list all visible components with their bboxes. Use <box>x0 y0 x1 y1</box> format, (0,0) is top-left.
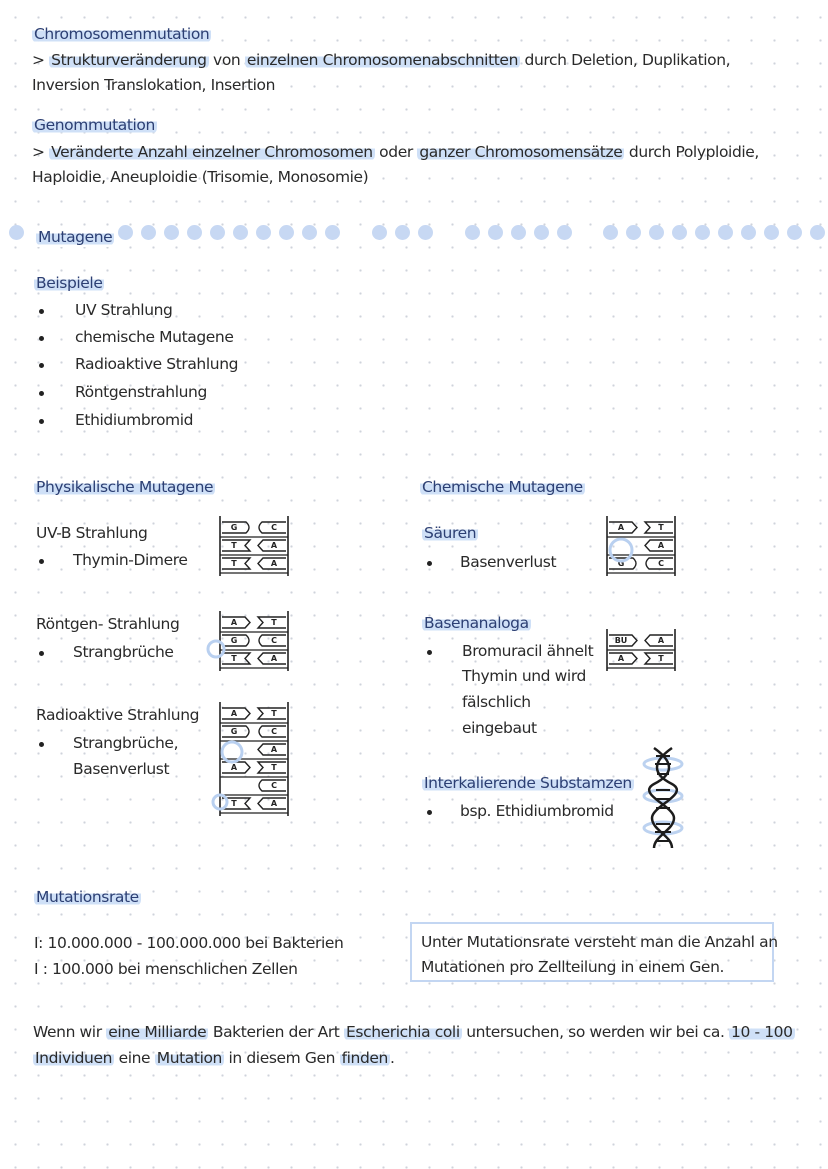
svg-text:G: G <box>230 523 238 532</box>
mutationsrate-mensch: I : 100.000 bei menschlichen Zellen <box>34 960 298 978</box>
base-pair <box>222 635 286 646</box>
base-pair <box>645 540 673 551</box>
svg-text:C: C <box>658 559 664 568</box>
beispiel-item: UV Strahlung <box>75 301 173 319</box>
basenanaloga-line: Bromuracil ähnelt <box>462 642 594 660</box>
definition-line1: Unter Mutationsrate versteht man die Anzahl an <box>421 933 778 951</box>
svg-text:T: T <box>231 654 237 663</box>
chromosomenmutation-title: Chromosomenmutation <box>34 25 210 43</box>
saeuren-bullet: Basenverlust <box>460 553 557 571</box>
beispiel-item: chemische Mutagene <box>75 328 234 346</box>
physikalische-mutagene-title: Physikalische Mutagene <box>36 478 214 496</box>
chromosomenmutation-line1: > Strukturveränderung von einzelnen Chromosomenabschnitten durch Deletion, Duplikation, <box>32 51 731 69</box>
dna-ladder-basenanaloga-diagram <box>605 629 677 677</box>
dna-ladder-uvb-diagram <box>218 516 290 586</box>
svg-text:A: A <box>270 745 278 754</box>
svg-text:A: A <box>270 799 278 808</box>
basenanaloga-title: Basenanaloga <box>424 614 529 632</box>
genommutation-title: Genommutation <box>34 116 155 134</box>
base-pair <box>222 540 286 551</box>
mutationsrate-bakterien: I: 10.000.000 - 100.000.000 bei Bakterien <box>34 934 344 952</box>
svg-text:G: G <box>617 559 625 568</box>
base-pair <box>258 744 286 755</box>
chromosomenmutation-line2: Inversion Translokation, Insertion <box>32 76 276 94</box>
base-pair <box>222 617 286 628</box>
svg-text:T: T <box>231 541 237 550</box>
svg-text:A: A <box>617 654 625 663</box>
radioaktiv-bullet2: Basenverlust <box>73 760 170 778</box>
svg-text:T: T <box>231 559 237 568</box>
genommutation-line2: Haploidie, Aneuploidie (Trisomie, Monosomie) <box>32 168 369 186</box>
interkalierend-title: Interkalierende Substamzen <box>424 774 632 792</box>
basenanaloga-line: eingebaut <box>462 719 537 737</box>
svg-text:C: C <box>271 781 277 790</box>
basenanaloga-line: fälschlich <box>462 693 531 711</box>
saeuren-title: Säuren <box>424 524 477 542</box>
base-pair <box>609 653 673 664</box>
roentgen-title: Röntgen- Strahlung <box>36 615 180 633</box>
base-pair <box>222 708 286 719</box>
svg-text:G: G <box>230 727 238 736</box>
svg-text:A: A <box>230 709 238 718</box>
ecoli-line1: Wenn wir eine Milliarde Bakterien der Art Escherichia coli untersuchen, so werden wir bei ca. 10 - 100 <box>33 1023 793 1041</box>
radioaktiv-title: Radioaktive Strahlung <box>36 706 200 724</box>
svg-text:A: A <box>230 763 238 772</box>
lesion-marker <box>208 641 224 657</box>
chemische-mutagene-title: Chemische Mutagene <box>422 478 583 496</box>
base-pair <box>259 780 286 791</box>
mutagene-divider <box>0 223 828 243</box>
svg-text:A: A <box>617 523 625 532</box>
svg-text:BU: BU <box>614 636 628 645</box>
dna-ladder-radioaktiv-diagram <box>218 702 290 832</box>
mutationsrate-title: Mutationsrate <box>36 888 139 906</box>
interkalierend-bullet: bsp. Ethidiumbromid <box>460 802 614 820</box>
radioaktiv-bullet1: Strangbrüche, <box>73 734 179 752</box>
uvb-bullet: Thymin-Dimere <box>73 551 188 569</box>
base-pair <box>222 726 286 737</box>
dna-helix-icon <box>640 744 686 852</box>
svg-text:T: T <box>271 709 277 718</box>
svg-text:T: T <box>271 618 277 627</box>
base-pair <box>222 798 286 809</box>
svg-text:T: T <box>658 654 664 663</box>
svg-text:G: G <box>230 636 238 645</box>
roentgen-bullet: Strangbrüche <box>73 643 174 661</box>
svg-text:A: A <box>230 618 238 627</box>
svg-text:A: A <box>270 654 278 663</box>
svg-text:T: T <box>271 763 277 772</box>
svg-text:A: A <box>270 559 278 568</box>
base-pair <box>609 522 673 533</box>
svg-text:C: C <box>271 727 277 736</box>
uvb-title: UV-B Strahlung <box>36 524 148 542</box>
svg-text:A: A <box>657 541 665 550</box>
base-pair <box>222 653 286 664</box>
beispiel-item: Röntgenstrahlung <box>75 383 207 401</box>
genommutation-line1: > Veränderte Anzahl einzelner Chromosomen oder ganzer Chromosomensätze durch Polyploidie, <box>32 143 759 161</box>
base-pair <box>609 635 673 646</box>
base-pair <box>222 558 286 569</box>
dna-ladder-roentgen-diagram <box>218 611 290 681</box>
ecoli-line2: Individuen eine Mutation in diesem Gen finden . <box>35 1049 395 1067</box>
basenanaloga-line: Thymin und wird <box>462 667 586 685</box>
definition-line2: Mutationen pro Zellteilung in einem Gen. <box>421 958 725 976</box>
base-pair <box>222 522 286 533</box>
svg-text:A: A <box>270 541 278 550</box>
svg-text:C: C <box>271 523 277 532</box>
beispiele-title: Beispiele <box>36 274 103 292</box>
beispiel-item: Radioaktive Strahlung <box>75 355 239 373</box>
svg-text:A: A <box>657 636 665 645</box>
dna-ladder-saeuren-diagram <box>605 516 677 586</box>
mutagene-title: Mutagene <box>34 227 118 247</box>
svg-text:T: T <box>231 799 237 808</box>
beispiel-item: Ethidiumbromid <box>75 411 194 429</box>
base-pair <box>222 762 286 773</box>
svg-text:C: C <box>271 636 277 645</box>
svg-text:T: T <box>658 523 664 532</box>
